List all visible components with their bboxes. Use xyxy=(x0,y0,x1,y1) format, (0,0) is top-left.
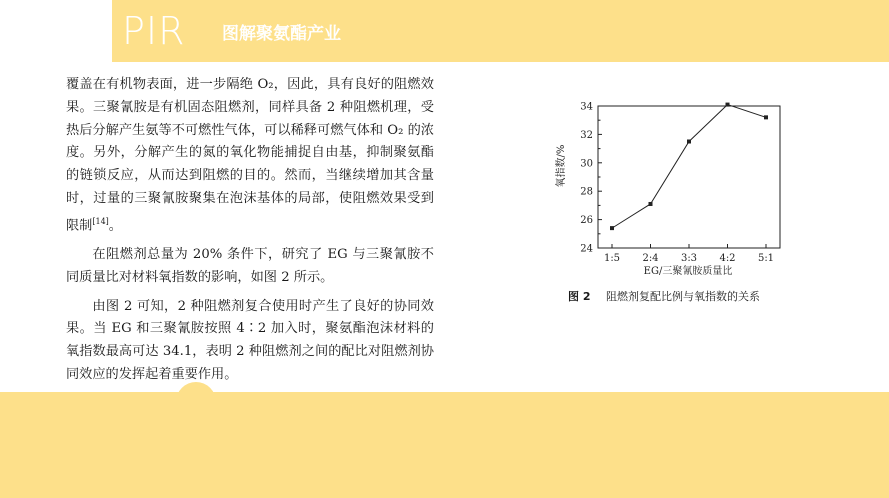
paragraph-1-end: 。 xyxy=(108,218,122,234)
chart-axes xyxy=(598,106,780,248)
data-point xyxy=(764,115,768,119)
data-point xyxy=(726,103,730,107)
series-line xyxy=(612,105,766,229)
x-tick-label: 1:5 xyxy=(603,253,621,264)
paragraph-1-text: 覆盖在有机物表面，进一步隔绝 O₂，因此，具有良好的阻燃效果。三聚氰胺是有机固态阻燃剂，同样具备 2 种阻燃机理，受热后分解产生氨等不可燃性气体，可以稀释可燃气体和 O₂ 的浓度。另外，分解产生的氮的氧化物能捕捉自由基，抑制聚氨酯的链锁反应，从而达到阻燃的目的。然而，当继续增加其含量时，过量的三聚氰胺聚集在泡沫基体的局部，使阻燃效果受到限制 xyxy=(66,77,434,234)
article-paragraph-2: 在阻燃剂总量为 20% 条件下，研究了 EG 与三聚氰胺不同质量比对材料氧指数的影响，如图 2 所示。 xyxy=(66,246,434,285)
chart-x-label: EG/三聚氰胺质量比 xyxy=(643,266,733,277)
y-tick-label: 28 xyxy=(580,186,593,198)
article-text xyxy=(66,74,434,387)
oxygen-index-chart xyxy=(540,86,810,282)
data-point xyxy=(610,226,614,230)
y-tick-label: 30 xyxy=(580,158,593,170)
data-point xyxy=(687,140,691,144)
figure-caption-text: 阻燃剂复配比例与氧指数的关系 xyxy=(605,290,760,303)
y-tick-label: 24 xyxy=(580,243,593,255)
footer-band xyxy=(0,392,889,498)
x-tick-label: 3:3 xyxy=(680,253,698,264)
data-point xyxy=(649,202,653,206)
article-paragraph-3: 由图 2 可知，2 种阻燃剂复合使用时产生了良好的协同效果。当 EG 和三聚氰胺按照 4∶2 加入时，聚氨酯泡沫材料的氧指数最高可达 34.1，表明 2 种阻燃剂之间的配比对阻燃剂协同效应的发挥起着重要作用。 xyxy=(66,298,434,382)
x-tick-label: 5:1 xyxy=(757,253,775,264)
chart-series xyxy=(610,103,768,231)
y-tick-label: 26 xyxy=(580,215,593,227)
y-tick-label: 32 xyxy=(580,129,593,141)
article-paragraph-1 xyxy=(66,74,434,238)
chart-ticks xyxy=(580,102,774,265)
figure-label: 图 2 xyxy=(568,290,591,303)
chart-y-label: 氧指数/% xyxy=(556,144,567,188)
page-title: 图解聚氨酯产业 xyxy=(222,24,341,44)
y-tick-label: 34 xyxy=(580,101,593,113)
chart-frame xyxy=(598,106,780,248)
x-tick-label: 4:2 xyxy=(719,253,736,264)
x-tick-label: 2:4 xyxy=(642,253,659,264)
figure-caption xyxy=(568,288,808,304)
logo-text: PIR xyxy=(122,9,186,53)
citation-ref: [14] xyxy=(92,216,109,226)
